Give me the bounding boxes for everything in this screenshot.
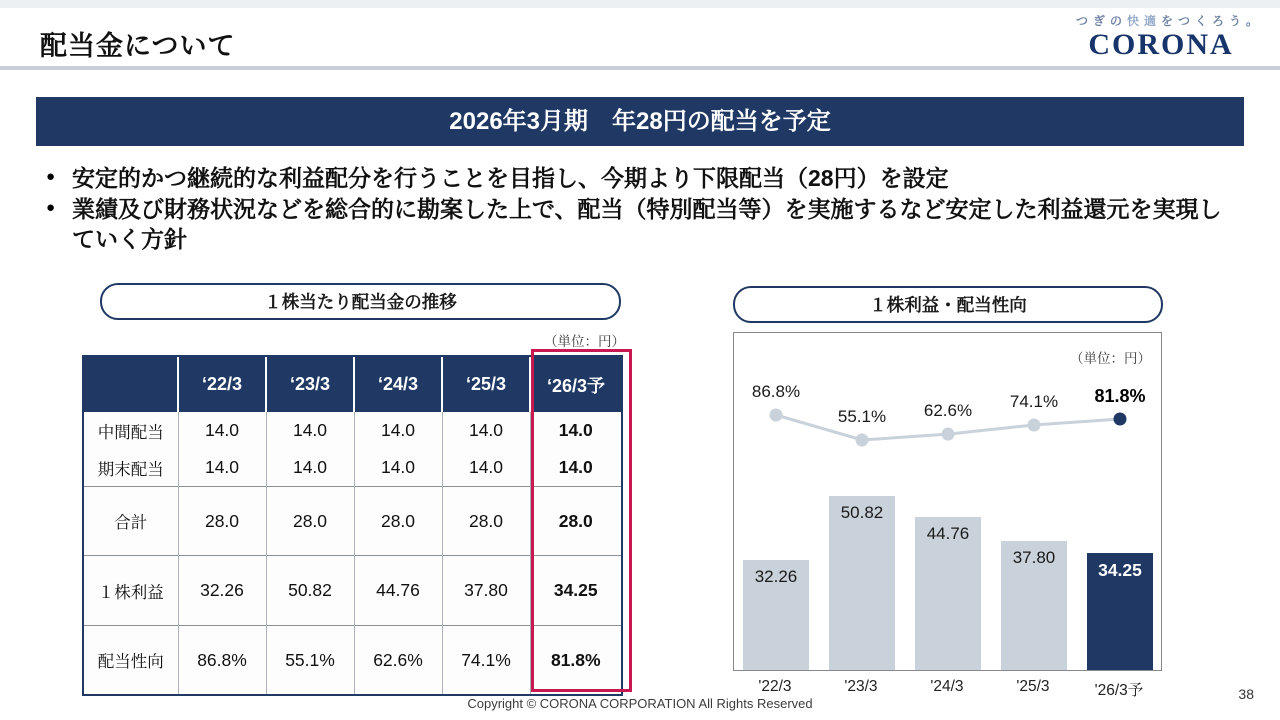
x-axis-label: '22/3 bbox=[758, 678, 792, 695]
cell: 55.1% bbox=[266, 626, 354, 695]
section-title-eps-payout: １株利益・配当性向 bbox=[733, 286, 1163, 323]
eps-bar-value-label: 34.25 bbox=[1098, 560, 1142, 580]
payout-ratio-label: 86.8% bbox=[751, 382, 801, 401]
cell-forecast: 14.0 bbox=[530, 412, 621, 449]
line-marker bbox=[942, 428, 955, 441]
row-label: 合計 bbox=[84, 487, 178, 556]
payout-ratio-label: 81.8% bbox=[1094, 385, 1146, 406]
bullet-item bbox=[46, 194, 1242, 254]
cell: 37.80 bbox=[442, 556, 530, 626]
bullet-text: 安定的かつ継続的な利益配分を行うことを目指し、今期より下限配当（28円）を設定 bbox=[72, 165, 949, 191]
row-label: 中間配当 bbox=[84, 412, 178, 449]
header-cell: ‘23/3 bbox=[266, 357, 354, 412]
bullet-dot-icon: ● bbox=[46, 199, 56, 216]
header-cell-forecast: ‘26/3予 bbox=[530, 357, 621, 412]
cell: 14.0 bbox=[354, 449, 442, 487]
headline-banner bbox=[36, 97, 1244, 146]
row-label: 配当性向 bbox=[84, 626, 178, 695]
payout-ratio-label: 74.1% bbox=[1009, 392, 1059, 412]
cell: 50.82 bbox=[266, 556, 354, 626]
cell: 74.1% bbox=[442, 626, 530, 695]
eps-bar-value-label: 50.82 bbox=[840, 503, 884, 522]
line-marker bbox=[1028, 419, 1041, 432]
line-marker bbox=[1114, 413, 1127, 426]
x-axis-label: '23/3 bbox=[844, 678, 878, 695]
cell: 28.0 bbox=[266, 487, 354, 556]
cell: 28.0 bbox=[354, 487, 442, 556]
cell: 14.0 bbox=[442, 412, 530, 449]
cell: 14.0 bbox=[178, 412, 266, 449]
cell-forecast: 28.0 bbox=[530, 487, 621, 556]
eps-bar-value-label: 37.80 bbox=[1012, 548, 1056, 567]
chart-plot-area bbox=[734, 333, 1161, 670]
title-divider bbox=[0, 66, 1280, 70]
eps-bar-value-label: 44.76 bbox=[926, 524, 970, 543]
table-row-yearend-dividend bbox=[84, 449, 621, 487]
header-cell: ‘22/3 bbox=[178, 357, 266, 412]
corona-logo bbox=[1076, 12, 1264, 61]
table-header-row bbox=[84, 357, 621, 412]
x-axis-label: '24/3 bbox=[930, 678, 964, 695]
slogan-part1: つぎの bbox=[1076, 14, 1128, 28]
section-title-dividend-trend: １株当たり配当金の推移 bbox=[100, 283, 621, 320]
cell: 44.76 bbox=[354, 556, 442, 626]
eps-payout-chart bbox=[733, 332, 1162, 671]
cell: 32.26 bbox=[178, 556, 266, 626]
bullet-dot-icon: ● bbox=[46, 168, 56, 185]
cell: 28.0 bbox=[178, 487, 266, 556]
header-cell bbox=[84, 357, 178, 412]
bullet-text: 業績及び財務状況などを総合的に勘案した上で、配当（特別配当等）を実施するなど安定した利益還元を実現していく方針 bbox=[72, 196, 1222, 252]
slogan-part2: 快適 bbox=[1127, 14, 1162, 28]
header-cell: ‘24/3 bbox=[354, 357, 442, 412]
cell: 14.0 bbox=[354, 412, 442, 449]
bullet-item bbox=[46, 163, 1242, 193]
cell-forecast: 34.25 bbox=[530, 556, 621, 626]
headline-banner-text: 2026年3月期 年28円の配当を予定 bbox=[449, 108, 831, 135]
cell: 14.0 bbox=[442, 449, 530, 487]
cell-forecast: 14.0 bbox=[530, 449, 621, 487]
bullet-list bbox=[46, 163, 1242, 255]
row-label: １株利益 bbox=[84, 556, 178, 626]
cell: 86.8% bbox=[178, 626, 266, 695]
table-row-payout-ratio bbox=[84, 626, 621, 695]
cell: 14.0 bbox=[266, 449, 354, 487]
cell-forecast: 81.8% bbox=[530, 626, 621, 695]
copyright-text: Copyright © CORONA CORPORATION All Rights Reserved bbox=[467, 696, 813, 711]
line-marker bbox=[770, 409, 783, 422]
logo-slogan bbox=[1076, 12, 1264, 29]
table-row-total bbox=[84, 487, 621, 556]
x-axis-label: '25/3 bbox=[1016, 678, 1050, 695]
logo-brand-text: CORONA bbox=[1088, 28, 1234, 61]
line-marker bbox=[856, 434, 869, 447]
eps-bar-value-label: 32.26 bbox=[754, 567, 798, 586]
payout-ratio-label: 62.6% bbox=[923, 401, 973, 421]
x-axis-label: '26/3予 bbox=[1094, 682, 1144, 699]
table-row-interim-dividend bbox=[84, 412, 621, 449]
cell: 14.0 bbox=[178, 449, 266, 487]
cell: 14.0 bbox=[266, 412, 354, 449]
unit-label-chart: （単位：円） bbox=[1070, 351, 1151, 366]
dividend-table-wrapper bbox=[82, 355, 623, 696]
page-number: 38 bbox=[1238, 686, 1254, 702]
dividend-table bbox=[84, 357, 621, 694]
page-title: 配当金について bbox=[40, 31, 236, 61]
table-row-eps bbox=[84, 556, 621, 626]
row-label: 期末配当 bbox=[84, 449, 178, 487]
top-strip bbox=[0, 0, 1280, 8]
unit-label-table: （単位：円） bbox=[544, 334, 625, 349]
header-cell: ‘25/3 bbox=[442, 357, 530, 412]
payout-ratio-label: 55.1% bbox=[837, 407, 887, 427]
cell: 62.6% bbox=[354, 626, 442, 695]
cell: 28.0 bbox=[442, 487, 530, 556]
slogan-part3: をつくろう。 bbox=[1161, 14, 1264, 28]
